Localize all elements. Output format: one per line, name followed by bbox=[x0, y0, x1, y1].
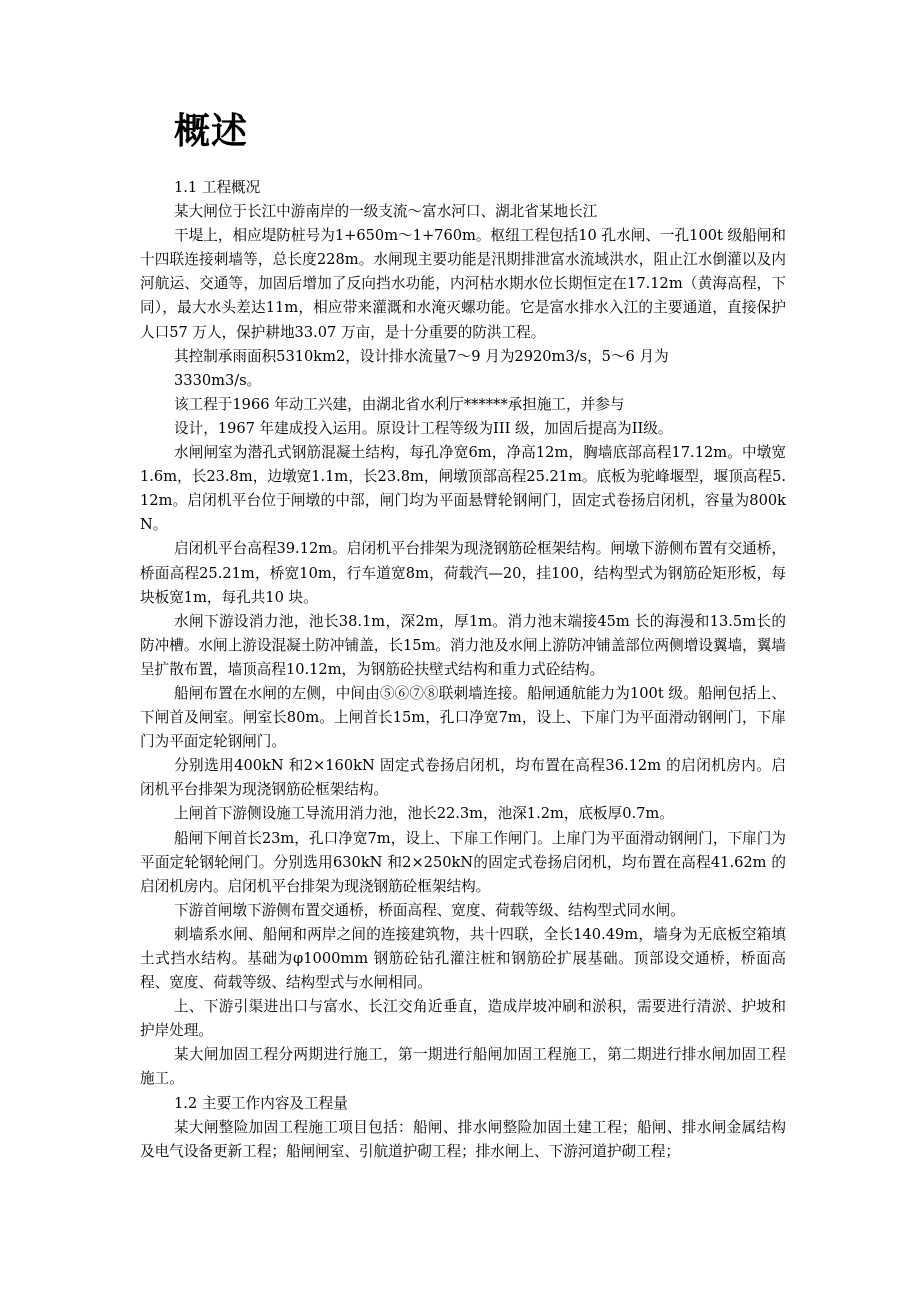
paragraph-traffic-bridge: 下游首闸墩下游侧布置交通桥，桥面高程、宽度、荷载等级、结构型式同水闸。 bbox=[174, 901, 685, 919]
paragraph-history bbox=[140, 393, 786, 441]
section-heading-1-1: 1.1 工程概况 bbox=[174, 179, 261, 196]
page-title: 概述 bbox=[174, 111, 249, 152]
paragraph-overview bbox=[140, 200, 786, 345]
section-heading-1-2: 1.2 主要工作内容及工程量 bbox=[174, 1094, 348, 1112]
paragraph-hoist-selection: 分别选用400kN 和2×160kN 固定式卷扬启闭机，均布置在高程36.12m 的启闭机房内。启闭机平台排架为现浇钢筋砼框架结构。 bbox=[140, 757, 786, 799]
paragraph-hoist-platform: 启闭机平台高程39.12m。启闭机平台排架为现浇钢筋砼框架结构。闸墩下游侧布置有交通桥，桥面高程25.21m，桥宽10m，行车道宽8m，荷载汽—20，挂100，结构型式为钢筋砼矩形板，每块板宽1m，每孔共10 块。 bbox=[140, 540, 786, 606]
document-body bbox=[140, 176, 786, 1164]
paragraph-approach-channel: 上、下游引渠进出口与富水、长江交角近垂直，造成岸坡冲刷和淤积，需要进行清淤、护坡和护岸处理。 bbox=[140, 998, 786, 1040]
paragraph-catchment-line1: 其控制承雨面积5310km2，设计排水流量7～9 月为2920m3/s，5～6 月为 bbox=[174, 347, 669, 365]
paragraph-ship-lock: 船闸布置在水闸的左侧，中间由⑤⑥⑦⑧联刺墙连接。船闸通航能力为100t 级。船闸包括上、下闸首及闸室。闸室长80m。上闸首长15m，孔口净宽7m，设上、下扉门为平面滑动钢闸门，下扉门为平面定轮钢闸门。 bbox=[140, 684, 786, 751]
paragraph-catchment-line2-text: 3330m3/s。 bbox=[174, 371, 262, 389]
paragraph-spur-wall: 刺墙系水闸、船闸和两岸之间的连接建筑物，共十四联，全长140.49m，墙身为无底板空箱填土式挡水结构。基础为φ1000mm 钢筋砼钻孔灌注桩和钢筋砼扩展基础。顶部设交通桥，桥面高程、宽度、荷载等级、结构型式与水闸相同。 bbox=[140, 925, 786, 992]
paragraph-catchment-line2 bbox=[140, 369, 786, 393]
paragraph-work-items: 某大闸整险加固工程施工项目包括：船闸、排水闸整险加固土建工程；船闸、排水闸金属结构及电气设备更新工程；船闸闸室、引航道护砌工程；排水闸上、下游河道护砌工程； bbox=[140, 1118, 786, 1160]
paragraph-history-line2 bbox=[140, 417, 786, 441]
paragraph-catchment bbox=[140, 345, 786, 393]
paragraph-overview-rest bbox=[140, 224, 786, 344]
paragraph-stilling-basin: 水闸下游设消力池，池长38.1m，深2m，厚1m。消力池末端接45m 长的海漫和13.5m长的防冲槽。水闸上游设混凝土防冲铺盖，长15m。消力池及水闸上游防冲铺盖部位两侧增设翼墙，翼墙呈扩散布置，墙顶高程10.12m，为钢筋砼扶壁式结构和重力式砼结构。 bbox=[140, 612, 786, 678]
paragraph-overview-line1: 某大闸位于长江中游南岸的一级支流～富水河口、湖北省某地长江 bbox=[174, 203, 598, 221]
paragraph-overview-rest-text: 干堤上，相应堤防桩号为1+650m～1+760m。枢纽工程包括10 孔水闸、一孔100t 级船闸和十四联连接刺墙等，总长度228m。水闸现主要功能是汛期排泄富水流域洪水，阻止江水倒灌以及内河航运、交通等，加固后增加了反向挡水功能，内河枯水期水位长期恒定在17.12m（黄海高程，下同），最大水头差达11m，相应带来灌溉和水淹灭螺功能。它是富水排水入江的主要通道，直接保护人口57 万人，保护耕地33.07 万亩，是十分重要的防洪工程。 bbox=[140, 227, 786, 341]
paragraph-history-line2-text: 设计，1967 年建成投入运用。原设计工程等级为III 级，加固后提高为II级。 bbox=[174, 419, 673, 437]
paragraph-lower-head: 船闸下闸首长23m，孔口净宽7m，设上、下扉工作闸门。上扉门为平面滑动钢闸门，下扉门为平面定轮钢轮闸门。分别选用630kN 和2×250kN的固定式卷扬启闭机，均布置在高程41.62m 的启闭机房内。启闭机平台排架为现浇钢筋砼框架结构。 bbox=[140, 829, 786, 895]
paragraph-sluice-chamber: 水闸闸室为潜孔式钢筋混凝土结构，每孔净宽6m，净高12m，胸墙底部高程17.12m。中墩宽1.6m，长23.8m，边墩宽1.1m，长23.8m，闸墩顶部高程25.21m。底板为驼峰堰型，堰顶高程5.12m。启闭机平台位于闸墩的中部，闸门均为平面悬臂轮钢闸门，固定式卷扬启闭机，容量为800kN。 bbox=[140, 444, 786, 534]
paragraph-upper-head: 上闸首下游侧设施工导流用消力池，池长22.3m，池深1.2m，底板厚0.7m。 bbox=[174, 805, 674, 823]
paragraph-history-line1: 该工程于1966 年动工兴建，由湖北省水利厅******承担施工，并参与 bbox=[174, 395, 625, 413]
paragraph-phases: 某大闸加固工程分两期进行施工，第一期进行船闸加固工程施工，第二期进行排水闸加固工程施工。 bbox=[140, 1046, 786, 1088]
